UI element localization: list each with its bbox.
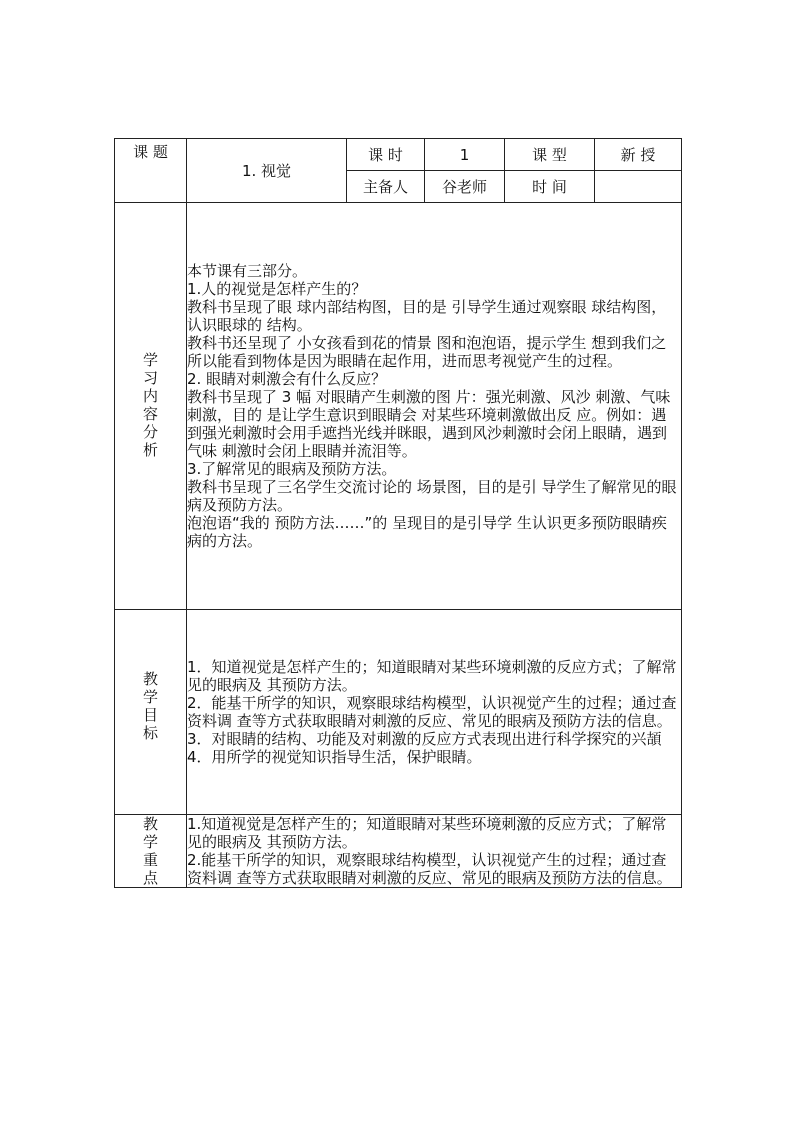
paragraph: 教科书呈现了三名学生交流讨论的 场景图，目的是引 导学生了解常见的眼病及预防方法。 (187, 478, 677, 514)
keshi-label: 课 时 (347, 139, 425, 171)
paragraph: 1．知道视觉是怎样产生的；知道眼睛对某些环境刺激的反应方式；了解常见的眼病及 其预防方法。 (187, 658, 677, 694)
paragraph: 教科书还呈现了 小女孩看到花的情景 图和泡泡语，提示学生 想到我们之所以能看到物体是因为眼睛在起作用，进而思考视觉产生的过程。 (187, 334, 667, 370)
paragraph: 4．用所学的视觉知识指导生活，保护眼睛。 (187, 748, 482, 766)
kexing-value: 新 授 (595, 139, 682, 171)
keti-label: 课 题 (115, 139, 187, 203)
section-label-teaching-goals: 教 学 目 标 (115, 610, 187, 815)
paragraph: 2.能基干所学的知识，观察眼球结构模型，认识视觉产生的过程；通过查资料调 查等方式获取眼睛对刺激的反应、常见的眼病及预防方法的信息。 (187, 851, 672, 887)
shijian-value (595, 171, 682, 203)
paragraph: 教科书呈现了 3 幅 对眼睛产生刺激的图 片：强光刺激、风沙 刺激、气味刺激，目的 是让学生意识到眼睛会 对某些环境刺激做出反 应。例如：遇到强光刺激时会用手遮挡光线并眯眼，遇到风沙刺激时会闭上眼睛，遇到气味 刺激时会闭上眼睛并流泪等。 (187, 388, 671, 460)
lesson-plan-table (114, 138, 682, 888)
keti-value: 1. 视觉 (187, 139, 347, 203)
paragraph: 1.知道视觉是怎样产生的；知道眼睛对某些环境刺激的反应方式；了解常见的眼病及 其预防方法。 (187, 815, 667, 851)
paragraph: 3．对眼睛的结构、功能及对刺激的反应方式表现出进行科学探究的兴頡 (187, 730, 662, 748)
shijian-label: 时 间 (505, 171, 595, 203)
teaching-focus-body (187, 815, 682, 888)
paragraph: 泡泡语“我的 预防方法……”的 呈现目的是引导学 生认识更多预防眼睛疾病的方法。 (187, 514, 667, 550)
zhubeiren-value: 谷老师 (425, 171, 505, 203)
paragraph: 2. 眼睛对刺激会有什么反应？ (187, 370, 387, 388)
section-label-content-analysis: 学 习 内 容 分 析 (115, 203, 187, 610)
kexing-label: 课 型 (505, 139, 595, 171)
paragraph: 3.了解常见的眼病及预防方法。 (187, 460, 397, 478)
paragraph: 1.人的视觉是怎样产生的？ (187, 280, 367, 298)
zhubeiren-label: 主备人 (347, 171, 425, 203)
paragraph: 2．能基干所学的知识，观察眼球结构模型，认识视觉产生的过程；通过查资料调 查等方式获取眼睛对刺激的反应、常见的眼病及预防方法的信息。 (187, 694, 677, 730)
teaching-goals-body (187, 610, 682, 815)
paragraph: 教科书呈现了眼 球内部结构图，目的是 引导学生通过观察眼 球结构图，认识眼球的 结构。 (187, 298, 667, 334)
paragraph: 本节课有三部分。 (187, 262, 308, 280)
section-label-teaching-focus: 教 学 重 点 (115, 815, 187, 888)
keshi-value: 1 (425, 139, 505, 171)
content-analysis-body (187, 203, 682, 610)
